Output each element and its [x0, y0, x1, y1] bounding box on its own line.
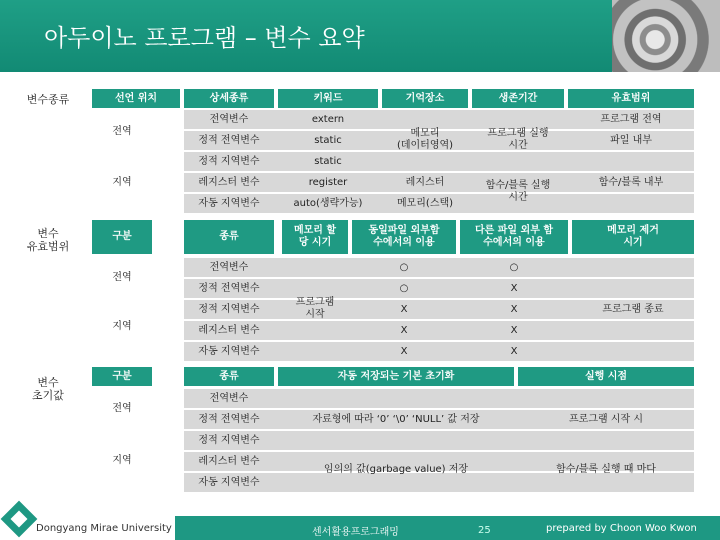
footer-course: 센서활용프로그래밍: [312, 527, 399, 538]
s1-scope-file: 파일 내부: [610, 135, 652, 146]
s3-type: 정적 전역변수: [198, 414, 260, 425]
s3-init-global: 자료형에 따라 ‘0’ ‘\0’ ‘NULL’ 값 저장: [312, 414, 480, 425]
s1-type: 전역변수: [209, 114, 249, 125]
section-label-kinds: 변수종류: [26, 93, 70, 106]
s2-header-same-file: 동일파일 외부함 수에서의 이용: [352, 220, 456, 254]
s1-keyword: extern: [311, 114, 345, 125]
s1-keyword: static: [314, 135, 342, 146]
page-title: 아두이노 프로그램 – 변수 요약: [44, 24, 365, 52]
s1-header-scope: 유효범위: [568, 89, 694, 108]
s3-scope-local: 지역: [112, 455, 132, 466]
s1-keyword: register: [308, 177, 348, 188]
s1-scope-all: 프로그램 전역: [600, 114, 662, 125]
s1-scope-block: 함수/블록 내부: [598, 177, 664, 188]
s1-keyword: static: [314, 156, 342, 167]
s3-type: 레지스터 변수: [198, 456, 260, 467]
s1-type: 정적 지역변수: [198, 156, 260, 167]
s2-type: 레지스터 변수: [198, 325, 260, 336]
footer-university: Dongyang Mirae University: [36, 523, 172, 534]
s2-scope-global: 전역: [112, 272, 132, 283]
section-label-scope: 변수 유효범위: [26, 227, 70, 253]
s2-same-file: X: [400, 346, 408, 357]
s3-type: 전역변수: [209, 393, 249, 404]
s2-header-kind: 종류: [184, 220, 274, 254]
s3-header-init: 자동 저장되는 기본 초기화: [278, 367, 514, 386]
s2-remove-time: 프로그램 종료: [602, 304, 664, 315]
header-image: [612, 0, 720, 72]
s2-other-file: X: [510, 346, 518, 357]
s2-type: 정적 지역변수: [198, 304, 260, 315]
s2-alloc-time: 프로그램 시작: [295, 297, 335, 320]
s1-type: 자동 지역변수: [198, 198, 260, 209]
s1-header-lifetime: 생존기간: [472, 89, 564, 108]
s3-init-local: 임의의 값(garbage value) 저장: [323, 464, 469, 475]
s2-other-file: X: [510, 304, 518, 315]
s2-type: 자동 지역변수: [198, 346, 260, 357]
s1-storage-stack: 메모리(스택): [396, 198, 454, 209]
s2-same-file: X: [400, 304, 408, 315]
s3-type: 자동 지역변수: [198, 477, 260, 488]
footer-author: prepared by Choon Woo Kwon: [546, 523, 697, 534]
s2-header-other-file: 다른 파일 외부 함 수에서의 이용: [460, 220, 568, 254]
s2-header-alloc: 메모리 할 당 시기: [282, 220, 348, 254]
s1-header-storage: 기억장소: [382, 89, 468, 108]
s1-header-keyword: 키워드: [278, 89, 378, 108]
s1-keyword: auto(생략가능): [293, 198, 363, 209]
s3-header-group: 구분: [92, 367, 152, 386]
s3-header-kind: 종류: [184, 367, 274, 386]
s2-type: 전역변수: [209, 262, 249, 273]
s2-other-file: X: [510, 325, 518, 336]
s3-scope-global: 전역: [112, 403, 132, 414]
s2-header-remove: 메모리 제거 시기: [572, 220, 694, 254]
s1-scope-local: 지역: [112, 177, 132, 188]
s2-scope-local: 지역: [112, 321, 132, 332]
s1-lifetime-block: 함수/블록 실행 시간: [485, 180, 551, 203]
page-number: 25: [478, 525, 491, 536]
s1-header-decl: 선언 위치: [92, 89, 180, 108]
s1-scope-global: 전역: [112, 126, 132, 137]
s3-type: 정적 지역변수: [198, 435, 260, 446]
s3-time-global: 프로그램 시작 시: [569, 414, 643, 425]
s1-storage-memory: 메모리 (데이터영역): [396, 128, 454, 151]
s3-time-local: 함수/블록 실행 때 마다: [556, 464, 656, 475]
s3-header-time: 실행 시점: [518, 367, 694, 386]
s2-same-file: ○: [399, 262, 409, 273]
s1-header-detail: 상세종류: [184, 89, 274, 108]
s1-storage-register: 레지스터: [405, 177, 445, 188]
s1-type: 레지스터 변수: [198, 177, 260, 188]
s2-other-file: X: [510, 283, 518, 294]
s1-type: 정적 전역변수: [198, 135, 260, 146]
s2-same-file: ○: [399, 283, 409, 294]
s2-same-file: X: [400, 325, 408, 336]
s2-type: 정적 전역변수: [198, 283, 260, 294]
s2-header-group: 구분: [92, 220, 152, 254]
s2-other-file: ○: [509, 262, 519, 273]
section-label-init: 변수 초기값: [32, 376, 64, 402]
s1-lifetime-program: 프로그램 실행 시간: [487, 128, 549, 151]
